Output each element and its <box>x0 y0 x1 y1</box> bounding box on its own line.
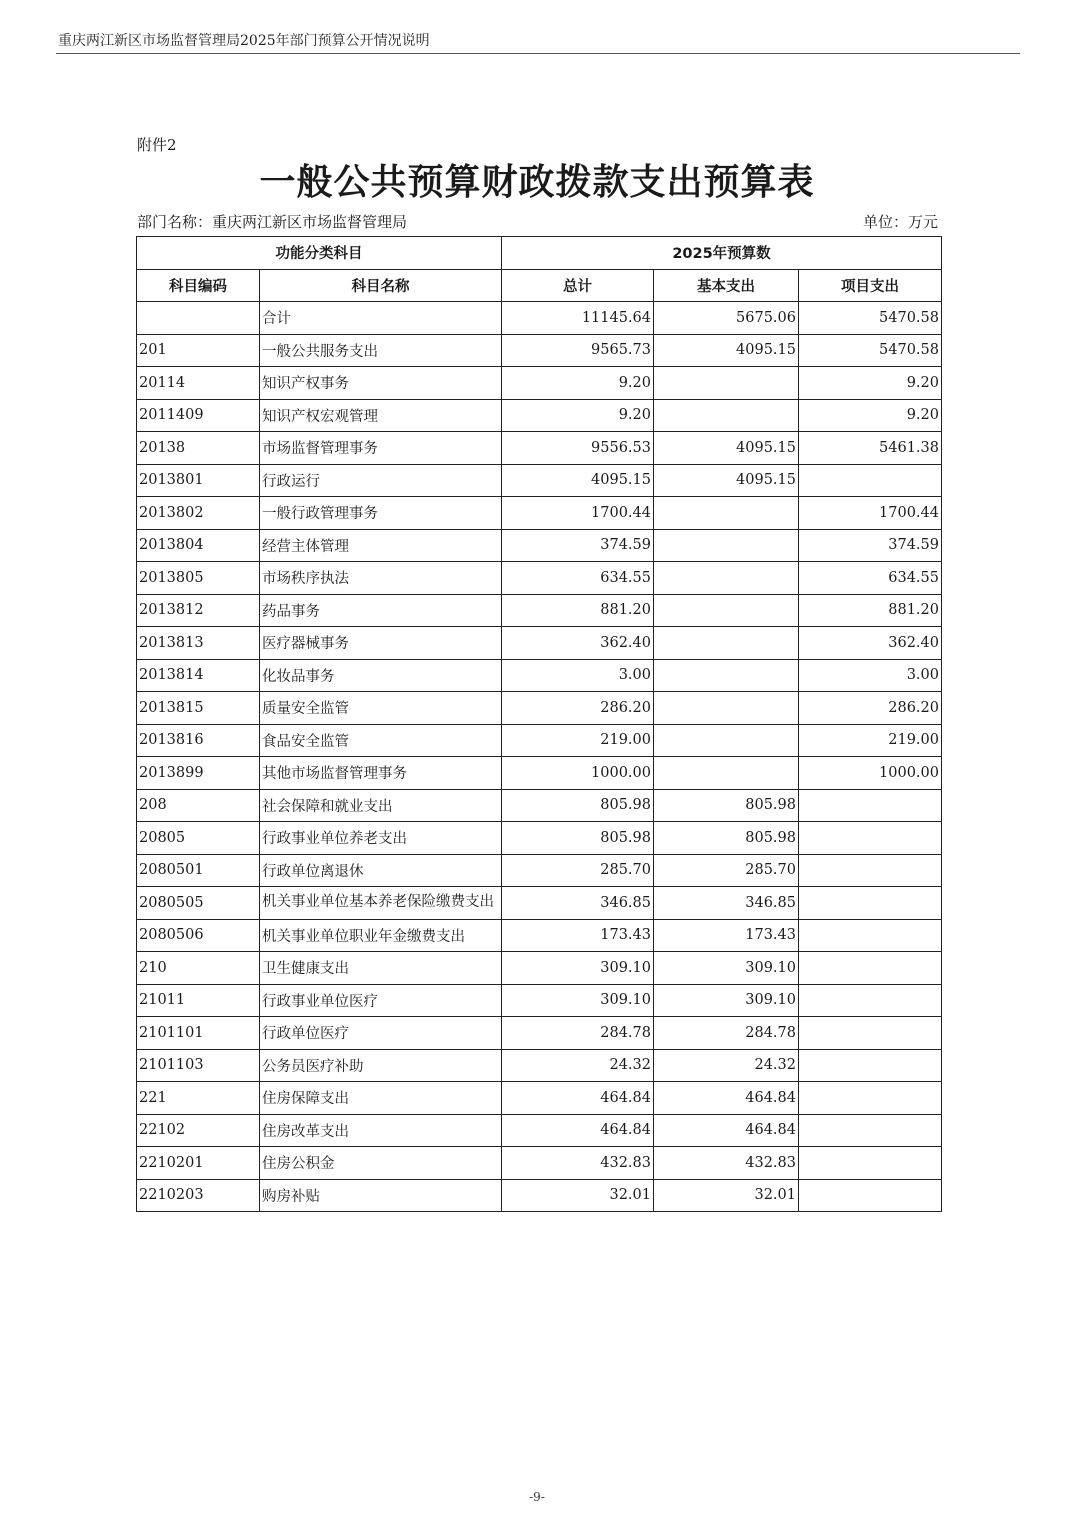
group-header-classification: 功能分类科目 <box>137 237 502 270</box>
cell-code: 2013805 <box>137 562 260 595</box>
cell-total: 346.85 <box>502 887 654 920</box>
cell-name: 行政单位医疗 <box>260 1017 502 1050</box>
table-row <box>137 367 942 400</box>
cell-total: 362.40 <box>502 627 654 660</box>
cell-total: 464.84 <box>502 1082 654 1115</box>
cell-name: 质量安全监管 <box>260 692 502 725</box>
cell-name: 一般公共服务支出 <box>260 334 502 367</box>
cell-code: 2210203 <box>137 1179 260 1212</box>
cell-basic: 173.43 <box>654 919 799 952</box>
cell-total: 1700.44 <box>502 497 654 530</box>
table-row <box>137 529 942 562</box>
cell-basic <box>654 627 799 660</box>
cell-name: 其他市场监督管理事务 <box>260 757 502 790</box>
cell-code: 201 <box>137 334 260 367</box>
cell-total: 634.55 <box>502 562 654 595</box>
cell-name: 行政单位离退休 <box>260 854 502 887</box>
table-row <box>137 1082 942 1115</box>
cell-project <box>799 464 942 497</box>
cell-total: 24.32 <box>502 1049 654 1082</box>
cell-code: 22102 <box>137 1114 260 1147</box>
column-header-name: 科目名称 <box>260 269 502 302</box>
table-row <box>137 757 942 790</box>
cell-code: 2080506 <box>137 919 260 952</box>
cell-total: 881.20 <box>502 594 654 627</box>
cell-basic: 4095.15 <box>654 464 799 497</box>
cell-project <box>799 822 942 855</box>
cell-basic <box>654 659 799 692</box>
cell-code: 2210201 <box>137 1147 260 1180</box>
cell-project <box>799 1147 942 1180</box>
table-row <box>137 692 942 725</box>
cell-basic: 432.83 <box>654 1147 799 1180</box>
cell-total: 374.59 <box>502 529 654 562</box>
cell-total: 3.00 <box>502 659 654 692</box>
cell-code: 2080505 <box>137 887 260 920</box>
table-row <box>137 562 942 595</box>
cell-basic: 346.85 <box>654 887 799 920</box>
cell-project: 219.00 <box>799 724 942 757</box>
cell-name: 住房公积金 <box>260 1147 502 1180</box>
table-row <box>137 822 942 855</box>
cell-name: 行政事业单位养老支出 <box>260 822 502 855</box>
table-row <box>137 432 942 465</box>
cell-basic <box>654 399 799 432</box>
cell-code: 2013816 <box>137 724 260 757</box>
cell-code: 2080501 <box>137 854 260 887</box>
page-number: -9- <box>529 1490 545 1504</box>
budget-table-body <box>137 302 942 1212</box>
cell-project: 1700.44 <box>799 497 942 530</box>
department-name: 部门名称：重庆两江新区市场监督管理局 <box>137 213 408 231</box>
cell-code: 2013812 <box>137 594 260 627</box>
cell-code: 2013815 <box>137 692 260 725</box>
cell-total: 464.84 <box>502 1114 654 1147</box>
cell-project <box>799 919 942 952</box>
cell-name: 市场监督管理事务 <box>260 432 502 465</box>
cell-code: 2013813 <box>137 627 260 660</box>
cell-basic <box>654 367 799 400</box>
cell-code: 2101101 <box>137 1017 260 1050</box>
cell-name: 机关事业单位职业年金缴费支出 <box>260 919 502 952</box>
budget-table <box>136 236 942 1212</box>
table-row <box>137 919 942 952</box>
cell-name: 行政运行 <box>260 464 502 497</box>
cell-code: 2013802 <box>137 497 260 530</box>
column-header-basic: 基本支出 <box>654 269 799 302</box>
cell-name: 市场秩序执法 <box>260 562 502 595</box>
cell-total: 32.01 <box>502 1179 654 1212</box>
cell-name: 合计 <box>260 302 502 335</box>
column-header-total: 总计 <box>502 269 654 302</box>
table-row <box>137 594 942 627</box>
cell-total: 309.10 <box>502 952 654 985</box>
cell-project: 5470.58 <box>799 334 942 367</box>
cell-basic <box>654 562 799 595</box>
table-row <box>137 887 942 920</box>
cell-total: 285.70 <box>502 854 654 887</box>
cell-project <box>799 854 942 887</box>
cell-project: 9.20 <box>799 367 942 400</box>
cell-project: 5461.38 <box>799 432 942 465</box>
table-row <box>137 984 942 1017</box>
cell-basic: 309.10 <box>654 952 799 985</box>
cell-basic: 24.32 <box>654 1049 799 1082</box>
cell-code: 2013899 <box>137 757 260 790</box>
cell-basic: 4095.15 <box>654 432 799 465</box>
cell-name: 医疗器械事务 <box>260 627 502 660</box>
cell-project <box>799 1179 942 1212</box>
table-row <box>137 334 942 367</box>
table-row <box>137 1179 942 1212</box>
cell-code: 20114 <box>137 367 260 400</box>
table-row <box>137 854 942 887</box>
cell-name: 经营主体管理 <box>260 529 502 562</box>
column-header-project: 项目支出 <box>799 269 942 302</box>
cell-total: 9.20 <box>502 399 654 432</box>
cell-basic <box>654 692 799 725</box>
cell-name: 一般行政管理事务 <box>260 497 502 530</box>
cell-total: 284.78 <box>502 1017 654 1050</box>
attachment-label: 附件2 <box>137 136 177 154</box>
cell-name: 社会保障和就业支出 <box>260 789 502 822</box>
cell-project <box>799 887 942 920</box>
cell-name: 购房补贴 <box>260 1179 502 1212</box>
group-header-budget-2025: 2025年预算数 <box>502 237 942 270</box>
cell-name: 行政事业单位医疗 <box>260 984 502 1017</box>
cell-project: 1000.00 <box>799 757 942 790</box>
cell-project: 3.00 <box>799 659 942 692</box>
cell-code: 21011 <box>137 984 260 1017</box>
cell-total: 9556.53 <box>502 432 654 465</box>
cell-project: 362.40 <box>799 627 942 660</box>
cell-code: 2013804 <box>137 529 260 562</box>
cell-name: 住房改革支出 <box>260 1114 502 1147</box>
cell-total: 4095.15 <box>502 464 654 497</box>
table-row <box>137 1114 942 1147</box>
cell-name: 机关事业单位基本养老保险缴费支出 <box>260 887 502 920</box>
cell-basic: 805.98 <box>654 789 799 822</box>
table-row <box>137 399 942 432</box>
cell-name: 卫生健康支出 <box>260 952 502 985</box>
table-row <box>137 497 942 530</box>
cell-basic: 464.84 <box>654 1114 799 1147</box>
cell-name: 化妆品事务 <box>260 659 502 692</box>
cell-code <box>137 302 260 335</box>
cell-total: 11145.64 <box>502 302 654 335</box>
cell-project: 5470.58 <box>799 302 942 335</box>
cell-total: 9.20 <box>502 367 654 400</box>
cell-code: 2013801 <box>137 464 260 497</box>
cell-total: 286.20 <box>502 692 654 725</box>
cell-name: 住房保障支出 <box>260 1082 502 1115</box>
table-row <box>137 789 942 822</box>
cell-project <box>799 984 942 1017</box>
table-row <box>137 1017 942 1050</box>
cell-total: 1000.00 <box>502 757 654 790</box>
column-header-code: 科目编码 <box>137 269 260 302</box>
cell-code: 208 <box>137 789 260 822</box>
unit-label: 单位：万元 <box>862 213 938 231</box>
cell-basic: 309.10 <box>654 984 799 1017</box>
table-row <box>137 302 942 335</box>
cell-total: 173.43 <box>502 919 654 952</box>
running-header-title: 重庆两江新区市场监督管理局2025年部门预算公开情况说明 <box>58 33 430 49</box>
cell-total: 432.83 <box>502 1147 654 1180</box>
cell-code: 20138 <box>137 432 260 465</box>
cell-basic: 464.84 <box>654 1082 799 1115</box>
table-row <box>137 1049 942 1082</box>
header-divider <box>56 53 1020 54</box>
cell-basic: 284.78 <box>654 1017 799 1050</box>
cell-project: 9.20 <box>799 399 942 432</box>
cell-total: 805.98 <box>502 789 654 822</box>
cell-project: 374.59 <box>799 529 942 562</box>
cell-name: 公务员医疗补助 <box>260 1049 502 1082</box>
cell-project <box>799 952 942 985</box>
cell-basic: 32.01 <box>654 1179 799 1212</box>
cell-project: 286.20 <box>799 692 942 725</box>
cell-basic: 5675.06 <box>654 302 799 335</box>
cell-total: 309.10 <box>502 984 654 1017</box>
cell-project <box>799 1049 942 1082</box>
cell-name: 知识产权事务 <box>260 367 502 400</box>
cell-basic <box>654 497 799 530</box>
table-row <box>137 724 942 757</box>
cell-name: 药品事务 <box>260 594 502 627</box>
cell-basic <box>654 757 799 790</box>
cell-basic <box>654 594 799 627</box>
cell-total: 805.98 <box>502 822 654 855</box>
cell-project <box>799 789 942 822</box>
cell-code: 210 <box>137 952 260 985</box>
table-row <box>137 1147 942 1180</box>
cell-name: 知识产权宏观管理 <box>260 399 502 432</box>
table-row <box>137 464 942 497</box>
page-title: 一般公共预算财政拨款支出预算表 <box>259 162 815 203</box>
cell-code: 2101103 <box>137 1049 260 1082</box>
table-row <box>137 659 942 692</box>
cell-name: 食品安全监管 <box>260 724 502 757</box>
cell-basic: 4095.15 <box>654 334 799 367</box>
cell-basic: 805.98 <box>654 822 799 855</box>
cell-project: 881.20 <box>799 594 942 627</box>
cell-basic <box>654 724 799 757</box>
cell-code: 2013814 <box>137 659 260 692</box>
cell-basic <box>654 529 799 562</box>
cell-code: 2011409 <box>137 399 260 432</box>
cell-project <box>799 1017 942 1050</box>
table-row <box>137 952 942 985</box>
cell-project: 634.55 <box>799 562 942 595</box>
cell-project <box>799 1082 942 1115</box>
cell-total: 9565.73 <box>502 334 654 367</box>
cell-code: 20805 <box>137 822 260 855</box>
cell-code: 221 <box>137 1082 260 1115</box>
cell-project <box>799 1114 942 1147</box>
table-row <box>137 627 942 660</box>
cell-basic: 285.70 <box>654 854 799 887</box>
cell-total: 219.00 <box>502 724 654 757</box>
